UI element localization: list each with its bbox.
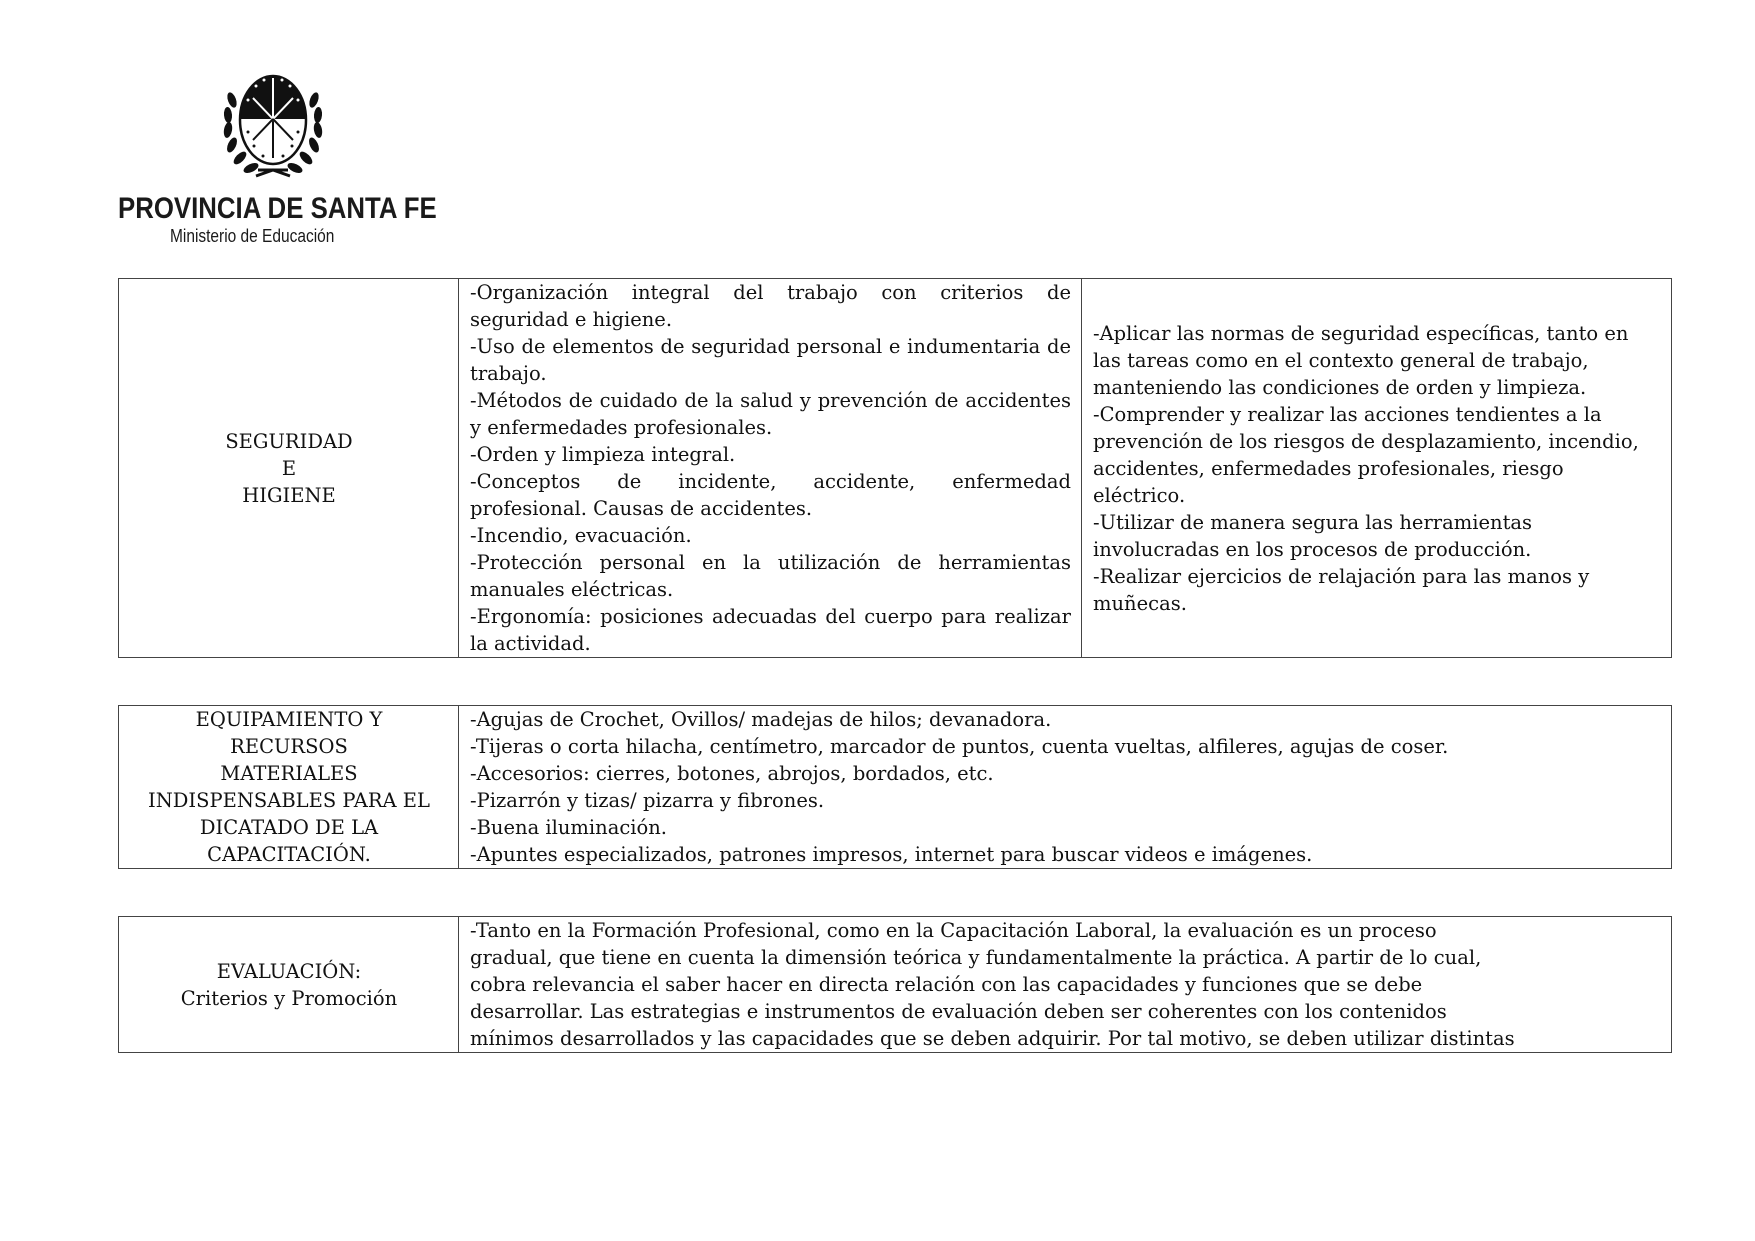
safety-capacities-cell xyxy=(1082,279,1672,658)
ministry-name: Ministerio de Educación xyxy=(170,226,335,246)
list-item: -Utilizar de manera segura las herramientas involucradas en los procesos de producción. xyxy=(1093,510,1533,561)
equipment-items-cell xyxy=(459,706,1672,869)
text-line: desarrollar. Las estrategias e instrumentos de evaluación deben ser coherentes con los contenidos xyxy=(470,1000,1447,1023)
list-item: -Incendio, evacuación. xyxy=(470,524,692,547)
list-item: -Orden y limpieza integral. xyxy=(470,443,736,466)
label-line: MATERIALES xyxy=(220,762,358,785)
organization-name: PROVINCIA DE SANTA FE xyxy=(118,192,437,225)
equipment-label-cell xyxy=(119,706,459,869)
text-line: cobra relevancia el saber hacer en directa relación con las capacidades y funciones que se debe xyxy=(470,973,1423,996)
list-item: -Tijeras o corta hilacha, centímetro, marcador de puntos, cuenta vueltas, alfileres, agujas de coser. xyxy=(470,735,1449,758)
list-item: -Aplicar las normas de seguridad específicas, tanto en las tareas como en el contexto general de trabajo, manteniendo las condiciones de orden y limpieza. xyxy=(1093,321,1629,399)
label-line: INDISPENSABLES PARA EL xyxy=(148,789,430,812)
safety-label-cell xyxy=(119,279,459,658)
list-item: -Conceptos de incidente, accidente, enfermedad profesional. Causas de accidentes. xyxy=(470,470,1071,520)
label-line: EVALUACIÓN: xyxy=(216,959,362,983)
label-line: E xyxy=(281,456,297,480)
label-line: CAPACITACIÓN. xyxy=(207,843,371,866)
ministry-logo xyxy=(118,70,438,250)
list-item: -Apuntes especializados, patrones impresos, internet para buscar videos e imágenes. xyxy=(470,843,1313,866)
safety-contents-cell xyxy=(459,279,1082,658)
list-item: -Comprender y realizar las acciones tendientes a la prevención de los riesgos de desplazamiento, incendio, accidentes, enfermedades profesionales, riesgo eléctrico. xyxy=(1093,402,1639,507)
table-row xyxy=(119,706,1672,869)
label-line: SEGURIDAD xyxy=(225,429,353,453)
equipment-table xyxy=(118,705,1672,869)
evaluation-table xyxy=(118,916,1672,1053)
list-item: -Agujas de Crochet, Ovillos/ madejas de hilos; devanadora. xyxy=(470,708,1052,731)
evaluation-label-cell xyxy=(119,917,459,1053)
label-line: DICATADO DE LA xyxy=(199,816,379,839)
label-line: Criterios y Promoción xyxy=(180,986,398,1010)
safety-hygiene-table xyxy=(118,278,1672,658)
list-item: -Protección personal en la utilización de herramientas manuales eléctricas. xyxy=(470,551,1071,601)
list-item: -Uso de elementos de seguridad personal e indumentaria de trabajo. xyxy=(470,335,1071,385)
list-item: -Buena iluminación. xyxy=(470,816,667,839)
text-line: mínimos desarrollados y las capacidades que se deben adquirir. Por tal motivo, se deben utilizar distintas xyxy=(470,1027,1515,1050)
list-item: -Ergonomía: posiciones adecuadas del cuerpo para realizar la actividad. xyxy=(470,605,1071,655)
label-line: HIGIENE xyxy=(242,483,336,507)
table-row xyxy=(119,917,1672,1053)
provincial-coat-of-arms-icon xyxy=(218,70,328,188)
list-item: -Realizar ejercicios de relajación para las manos y muñecas. xyxy=(1093,564,1590,615)
list-item: -Accesorios: cierres, botones, abrojos, bordados, etc. xyxy=(470,762,994,785)
text-line: gradual, que tiene en cuenta la dimensión teórica y fundamentalmente la práctica. A partir de lo cual, xyxy=(470,946,1482,969)
table-row xyxy=(119,279,1672,658)
text-line: -Tanto en la Formación Profesional, como en la Capacitación Laboral, la evaluación es un proceso xyxy=(470,919,1437,942)
label-line: EQUIPAMIENTO Y xyxy=(195,708,383,731)
list-item: -Pizarrón y tizas/ pizarra y fibrones. xyxy=(470,789,825,812)
evaluation-text-cell xyxy=(459,917,1672,1053)
list-item: -Métodos de cuidado de la salud y prevención de accidentes y enfermedades profesionales. xyxy=(470,389,1071,439)
label-line: RECURSOS xyxy=(230,735,348,758)
list-item: -Organización integral del trabajo con criterios de seguridad e higiene. xyxy=(470,281,1071,331)
